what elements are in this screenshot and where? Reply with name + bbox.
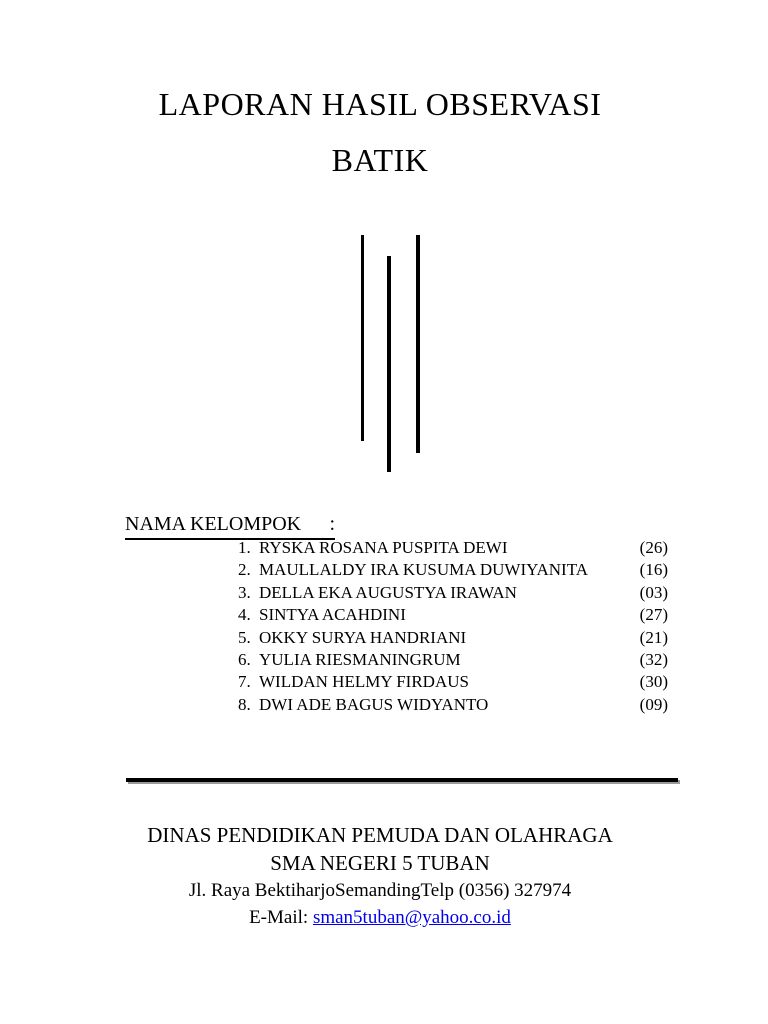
member-number: 3.: [238, 582, 251, 602]
member-number: 2.: [238, 560, 251, 580]
member-name: DWI ADE BAGUS WIDYANTO: [259, 694, 489, 714]
member-number: 4.: [238, 605, 251, 625]
vertical-bar-right-icon: [416, 235, 420, 453]
member-number: 5.: [238, 627, 251, 647]
group-name-heading: [125, 513, 335, 540]
member-code: (30): [639, 672, 668, 692]
member-row: [238, 583, 668, 605]
member-number: 8.: [238, 694, 251, 714]
member-name: OKKY SURYA HANDRIANI: [259, 627, 467, 647]
footer-address-line: Jl. Raya BektiharjoSemandingTelp (0356) 327974: [188, 880, 572, 901]
vertical-bar-left-icon: [361, 235, 364, 441]
member-name: RYSKA ROSANA PUSPITA DEWI: [259, 538, 508, 557]
member-number: 7.: [238, 672, 251, 692]
member-row: [238, 605, 668, 627]
footer-email-label: E-Mail:: [249, 907, 313, 928]
member-code: (32): [639, 649, 668, 669]
document-title-line1: LAPORAN HASIL OBSERVASI: [158, 86, 602, 122]
vertical-bar-middle-icon: [387, 256, 391, 472]
member-code: (09): [639, 694, 668, 714]
member-row: [238, 650, 668, 672]
footer-agency-name: DINAS PENDIDIKAN PEMUDA DAN OLAHRAGA: [147, 823, 613, 847]
member-code: (27): [639, 605, 668, 625]
member-name: MAULLALDY IRA KUSUMA DUWIYANITA: [259, 560, 589, 580]
group-name-colon: :: [329, 513, 335, 535]
member-number: 1.: [238, 538, 251, 557]
footer-email-link[interactable]: sman5tuban@yahoo.co.id: [312, 907, 511, 928]
member-code: (03): [639, 582, 668, 602]
member-row: [238, 538, 668, 560]
member-code: (21): [639, 627, 668, 647]
member-name: SINTYA ACAHDINI: [259, 605, 406, 625]
document-title-line2: BATIK: [331, 142, 429, 178]
member-name: DELLA EKA AUGUSTYA IRAWAN: [259, 582, 517, 602]
member-row: [238, 560, 668, 582]
member-list: [238, 538, 668, 717]
member-name: YULIA RIESMANINGRUM: [259, 649, 461, 669]
member-code: (26): [639, 538, 668, 557]
footer-school-name: SMA NEGERI 5 TUBAN: [270, 851, 490, 875]
member-row: [238, 672, 668, 694]
member-number: 6.: [238, 649, 251, 669]
footer-email-line: [4, 907, 756, 929]
group-name-label: NAMA KELOMPOK: [125, 513, 302, 535]
member-name: WILDAN HELMY FIRDAUS: [259, 672, 469, 692]
member-code: (16): [639, 560, 668, 580]
member-row: [238, 695, 668, 717]
member-row: [238, 628, 668, 650]
footer-divider-line: [126, 778, 678, 782]
